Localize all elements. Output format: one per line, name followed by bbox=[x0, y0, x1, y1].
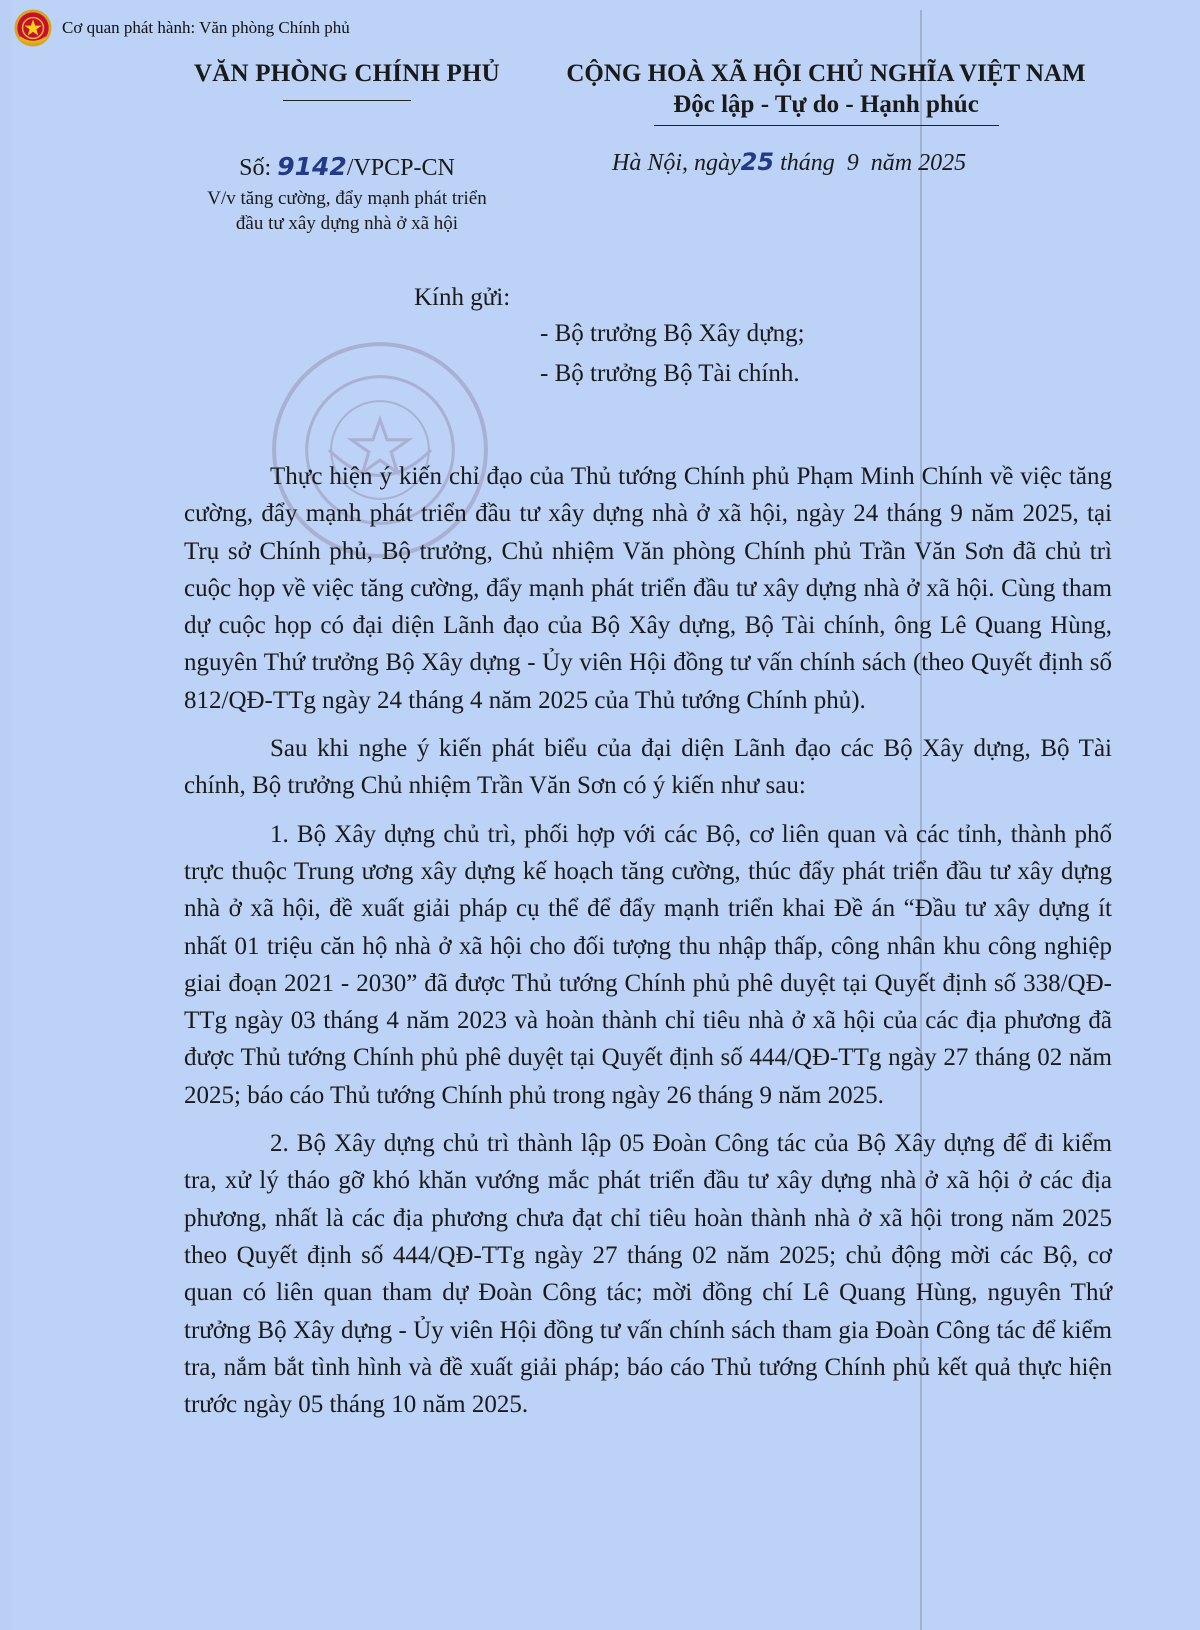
document-subject bbox=[172, 186, 522, 236]
body-paragraph: 2. Bộ Xây dựng chủ trì thành lập 05 Đoàn Công tác của Bộ Xây dựng để đi kiểm tra, xử lý tháo gỡ khó khăn vướng mắc phát triển đầu tư xây dựng nhà ở xã hội ở các địa phương, nhất là các địa phương chưa đạt chỉ tiêu hoàn thành nhà ở xã hội trong năm 2025 theo Quyết định số 444/QĐ-TTg ngày 27 tháng 02 năm 2025; chủ động mời các Bộ, cơ quan có liên quan tham dự Đoàn Công tác; mời đồng chí Lê Quang Hùng, nguyên Thứ trưởng Bộ Xây dựng - Ủy viên Hội đồng tư vấn chính sách tham gia Đoàn Công tác để kiểm tra, nắm bắt tình hình và đề xuất giải pháp; báo cáo Thủ tướng Chính phủ kết quả thực hiện trước ngày 05 tháng 10 năm 2025. bbox=[184, 1130, 1112, 1419]
body-paragraph: 1. Bộ Xây dựng chủ trì, phối hợp với các Bộ, cơ liên quan và các tỉnh, thành phố trực thuộc Trung ương xây dựng kế hoạch tăng cường, thúc đẩy phát triển đầu tư xây dựng nhà ở xã hội, đề xuất giải pháp cụ thể để đẩy mạnh triển khai Đề án “Đầu tư xây dựng ít nhất 01 triệu căn hộ nhà ở xã hội cho đối tượng thu nhập thấp, công nhân khu công nghiệp giai đoạn 2021 - 2030” đã được Thủ tướng Chính phủ phê duyệt tại Quyết định số 338/QĐ-TTg ngày 03 tháng 4 năm 2023 và hoàn thành chỉ tiêu nhà ở xã hội của các địa phương đã được Thủ tướng Chính phủ phê duyệt tại Quyết định số 444/QĐ-TTg ngày 27 tháng 02 năm 2025; báo cáo Thủ tướng Chính phủ trong ngày 26 tháng 9 năm 2025. bbox=[184, 820, 1112, 1109]
document-page bbox=[12, 0, 1200, 1630]
source-bar bbox=[12, 6, 612, 50]
addressee-label: Kính gửi: bbox=[414, 284, 511, 311]
motto-underline bbox=[654, 125, 999, 126]
document-number-handwritten: 9142 bbox=[277, 152, 347, 181]
document-number-suffix: /VPCP-CN bbox=[346, 155, 455, 181]
place-and-date bbox=[612, 148, 1112, 177]
body-paragraph: Sau khi nghe ý kiến phát biểu của đại diện Lãnh đạo các Bộ Xây dựng, Bộ Tài chính, Bộ trưởng Chủ nhiệm Trần Văn Sơn có ý kiến như sau: bbox=[184, 735, 1112, 800]
month-year: tháng 9 năm 2025 bbox=[780, 150, 967, 176]
subject-line: đầu tư xây dựng nhà ở xã hội bbox=[235, 213, 459, 234]
document-number-prefix: Số: bbox=[239, 155, 278, 181]
day-handwritten: 25 bbox=[740, 148, 775, 176]
republic-title: CỘNG HOÀ XÃ HỘI CHỦ NGHĨA VIỆT NAM bbox=[566, 60, 1086, 87]
place-date-prefix: Hà Nội, ngày bbox=[612, 150, 741, 176]
issuing-agency-label: Cơ quan phát hành: Văn phòng Chính phủ bbox=[62, 18, 350, 37]
national-motto: Độc lập - Tự do - Hạnh phúc bbox=[673, 91, 979, 118]
agency-underline bbox=[283, 100, 411, 101]
body-paragraph: Thực hiện ý kiến chỉ đạo của Thủ tướng Chính phủ Phạm Minh Chính về việc tăng cường, đẩy mạnh phát triển đầu tư xây dựng nhà ở xã hội, ngày 24 tháng 9 năm 2025, tại Trụ sở Chính phủ, Bộ trưởng, Chủ nhiệm Văn phòng Chính phủ Trần Văn Sơn đã chủ trì cuộc họp về việc tăng cường, đẩy mạnh phát triển đầu tư xây dựng nhà ở xã hội. Cùng tham dự cuộc họp có đại diện Lãnh đạo của Bộ Xây dựng, Bộ Tài chính, ông Lê Quang Hùng, nguyên Thứ trưởng Bộ Xây dựng - Ủy viên Hội đồng tư vấn chính sách (theo Quyết định số 812/QĐ-TTg ngày 24 tháng 4 năm 2025 của Thủ tướng Chính phủ). bbox=[184, 463, 1112, 714]
national-emblem-icon bbox=[14, 9, 52, 47]
subject-line: V/v tăng cường, đẩy mạnh phát triển bbox=[207, 188, 487, 209]
national-header bbox=[536, 60, 1116, 126]
addressee-item: - Bộ trưởng Bộ Xây dựng; bbox=[540, 320, 805, 347]
document-body bbox=[184, 458, 1112, 1434]
agency-name: VĂN PHÒNG CHÍNH PHỦ bbox=[194, 60, 500, 87]
addressee-item: - Bộ trưởng Bộ Tài chính. bbox=[540, 360, 800, 387]
document-number bbox=[182, 152, 512, 182]
agency-header bbox=[182, 60, 512, 101]
